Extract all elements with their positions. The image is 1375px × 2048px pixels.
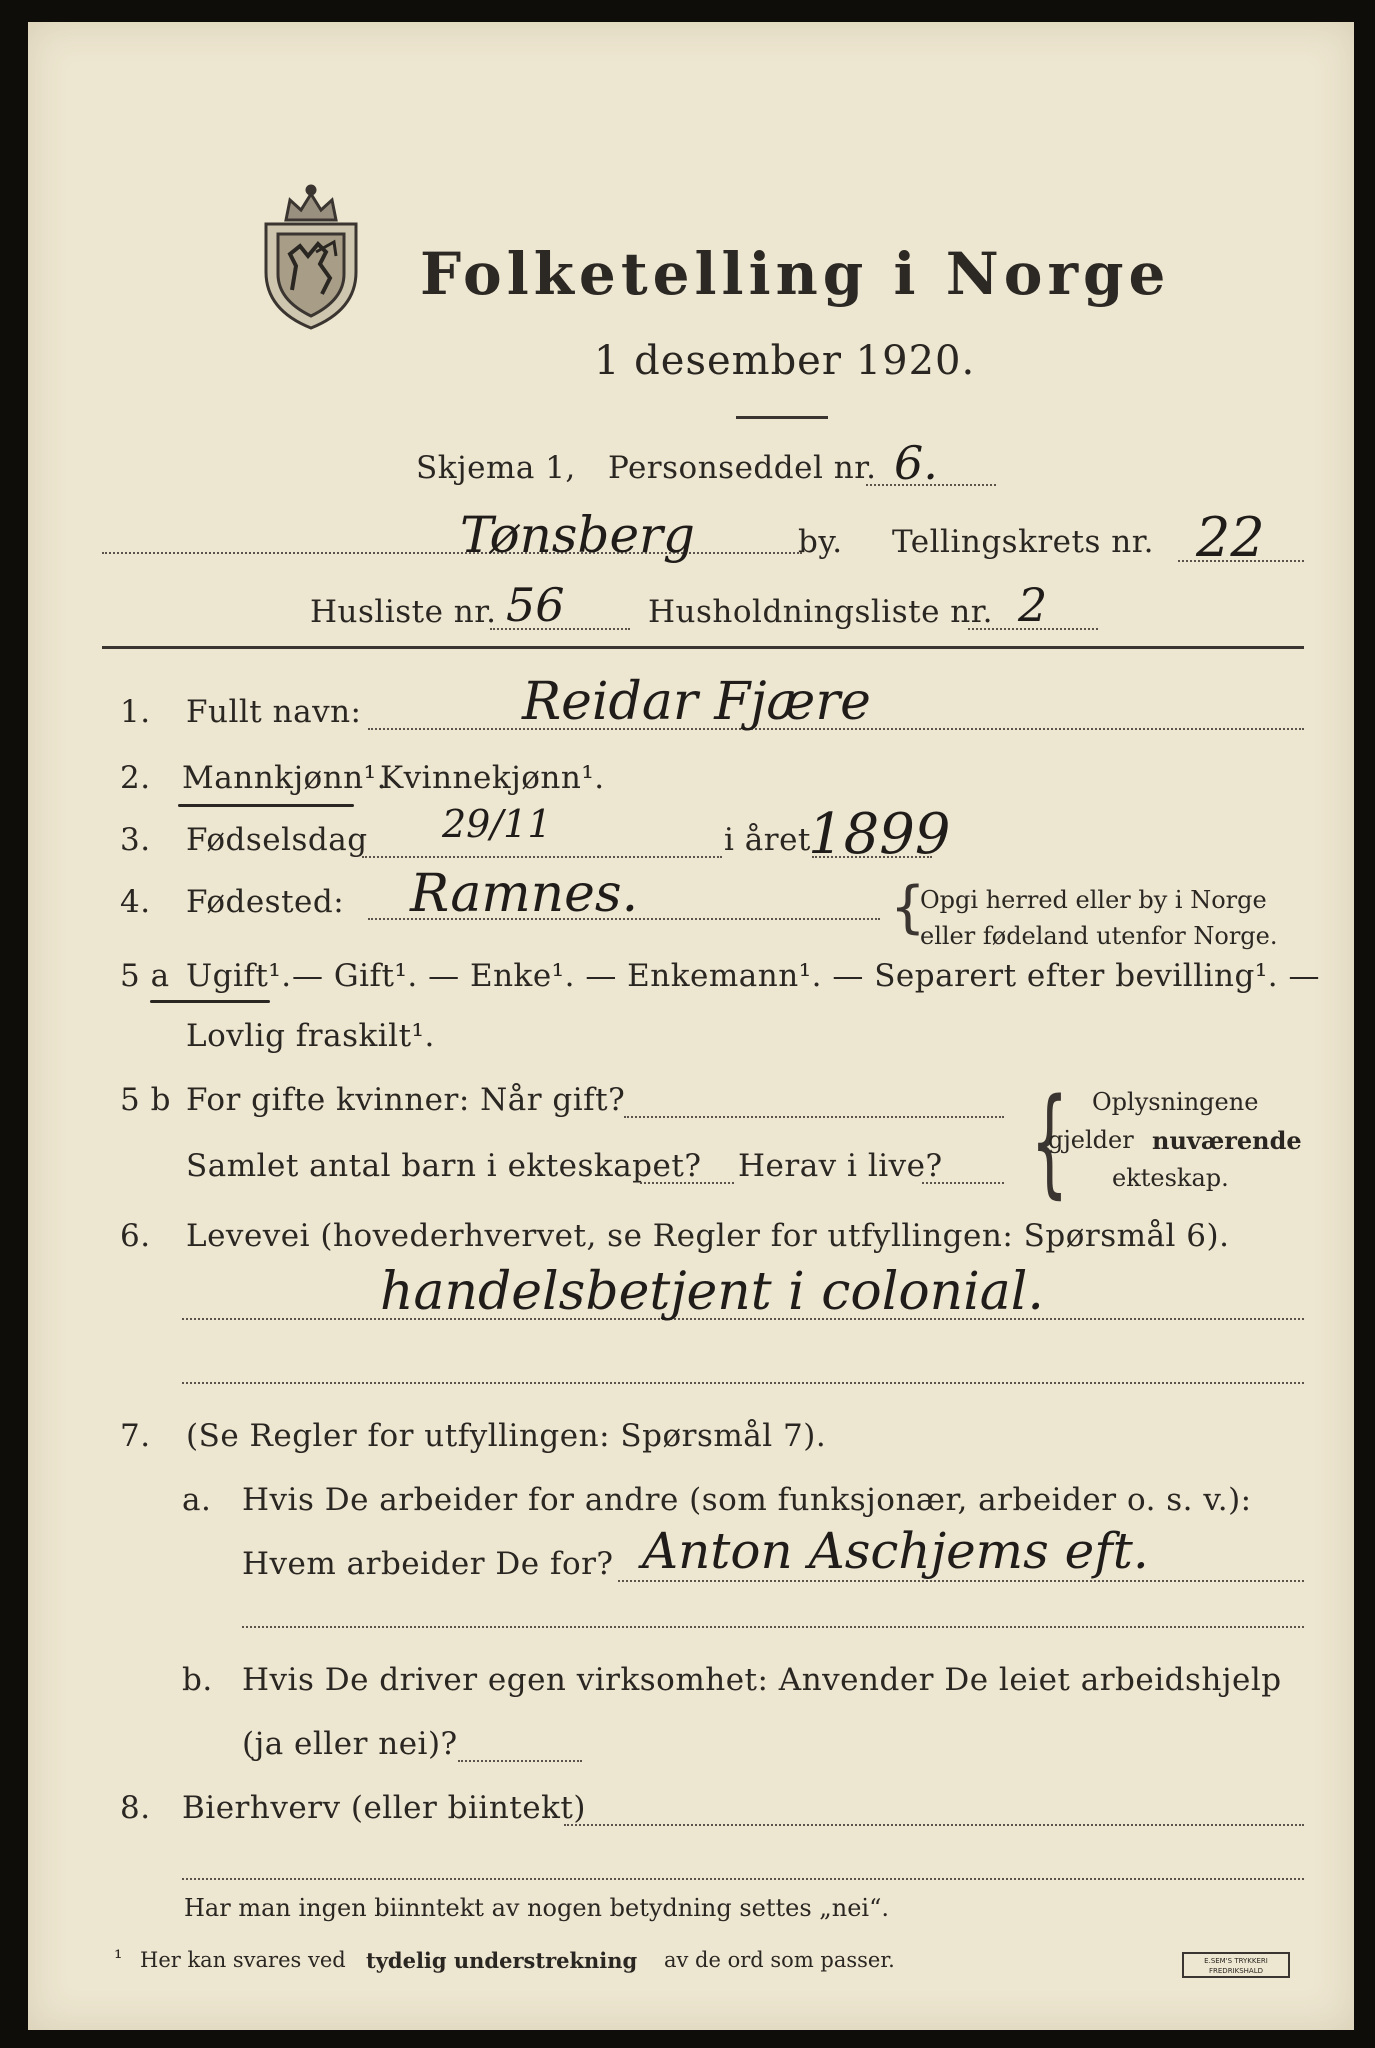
q5b-note-brace: {	[1030, 1072, 1069, 1210]
tellingskrets-value: 22	[1196, 506, 1265, 569]
q4-number: 4.	[120, 884, 151, 920]
q5b-note-line1: Oplysningene	[1092, 1088, 1259, 1116]
q5a-number: 5 a	[120, 958, 170, 994]
coat-of-arms-icon	[256, 182, 366, 332]
q5b-number: 5 b	[120, 1082, 171, 1118]
q6-number: 6.	[120, 1218, 151, 1254]
q1-label: Fullt navn:	[186, 694, 362, 730]
q3-year-label: i året	[724, 822, 811, 858]
q5b-children-line	[640, 1182, 734, 1184]
husholdning-value: 2	[1018, 578, 1048, 632]
footnote-text-a: Her kan svares ved	[140, 1948, 346, 1972]
q3-label: Fødselsdag	[186, 822, 368, 858]
q7a-value: Anton Aschjems eft.	[642, 1522, 1149, 1580]
q7a-line	[618, 1580, 1304, 1582]
by-value: Tønsberg	[460, 506, 695, 564]
q5b-alive-label: Herav i live?	[738, 1148, 943, 1184]
title-divider	[736, 416, 828, 419]
q7b-letter: b.	[182, 1662, 213, 1698]
husliste-label: Husliste nr.	[310, 594, 497, 630]
footnote-text-b: tydelig understrekning	[366, 1948, 638, 1973]
q8-line2	[182, 1878, 1304, 1880]
husliste-value: 56	[506, 578, 565, 632]
q3-number: 3.	[120, 822, 151, 858]
q7b-line2: (ja eller nei)?	[242, 1726, 458, 1762]
schema-label: Skjema 1,	[416, 450, 576, 486]
q5b-alive-line	[922, 1182, 1004, 1184]
q5b-note-line2a: gjelder	[1048, 1126, 1134, 1154]
by-line	[102, 552, 802, 554]
q2-male-option: Mannkjønn¹.	[182, 760, 387, 796]
personseddel-label: Personseddel nr.	[608, 450, 877, 486]
header-rule	[102, 646, 1304, 649]
q2-male-underline	[178, 804, 354, 807]
husholdning-label: Husholdningsliste nr.	[648, 594, 994, 630]
q7a-letter: a.	[182, 1482, 212, 1518]
q1-number: 1.	[120, 694, 151, 730]
q3-day-value: 29/11	[442, 802, 552, 846]
q7a-extra-line	[242, 1626, 1304, 1628]
q4-note-line1: Opgi herred eller by i Norge	[920, 886, 1267, 914]
by-label: by.	[798, 524, 843, 560]
q6-value: handelsbetjent i colonial.	[380, 1262, 1044, 1322]
q5b-gift-line	[624, 1116, 1004, 1118]
q7-label: (Se Regler for utfyllingen: Spørsmål 7).	[186, 1418, 827, 1454]
q7-number: 7.	[120, 1418, 151, 1454]
q6-label: Levevei (hovederhvervet, se Regler for utfyllingen: Spørsmål 6).	[186, 1218, 1230, 1254]
q1-value: Reidar Fjære	[522, 672, 871, 732]
form-title: Folketelling i Norge	[420, 240, 1171, 308]
q5b-children-label: Samlet antal barn i ekteskapet?	[186, 1148, 702, 1184]
q4-note-brace: {	[890, 875, 926, 940]
q4-value: Ramnes.	[410, 864, 639, 924]
q7a-line1: Hvis De arbeider for andre (som funksjonær, arbeider o. s. v.):	[242, 1482, 1252, 1518]
q4-label: Fødested:	[186, 884, 345, 920]
q5b-label: For gifte kvinner: Når gift?	[186, 1082, 626, 1118]
printer-stamp-line2: FREDRIKSHALD	[1208, 1967, 1263, 1975]
q5a-ugift-option: Ugift¹.	[186, 958, 292, 994]
q5a-line2: Lovlig fraskilt¹.	[186, 1018, 435, 1054]
q5a-other-options: — Gift¹. — Enke¹. — Enkemann¹. — Separert efter bevilling¹. —	[292, 958, 1320, 994]
q2-number: 2.	[120, 760, 151, 796]
q8-label: Bierhverv (eller biintekt)	[182, 1790, 586, 1826]
q7b-line	[458, 1760, 582, 1762]
footnote-mark: ¹	[114, 1946, 123, 1970]
q3-day-line	[362, 856, 722, 858]
tellingskrets-label: Tellingskrets nr.	[892, 524, 1154, 560]
q2-female-option: Kvinnekjønn¹.	[380, 760, 605, 796]
census-date: 1 desember 1920.	[594, 338, 976, 384]
footnote-text-c: av de ord som passer.	[664, 1948, 895, 1972]
q8-line1	[564, 1824, 1304, 1826]
q3-year-value: 1899	[808, 802, 951, 867]
q8-note: Har man ingen biinntekt av nogen betydning settes „nei“.	[184, 1894, 889, 1922]
printer-stamp-line1: E.SEM'S TRYKKERI	[1204, 1957, 1268, 1965]
q5a-ugift-underline	[150, 1000, 270, 1003]
q8-number: 8.	[120, 1790, 151, 1826]
q7b-line1: Hvis De driver egen virksomhet: Anvender De leiet arbeidshjelp	[242, 1662, 1282, 1698]
q7a-line2: Hvem arbeider De for?	[242, 1546, 614, 1582]
personseddel-value: 6.	[894, 436, 938, 490]
printer-stamp	[1182, 1952, 1290, 1978]
q6-line2	[182, 1382, 1304, 1384]
q5b-note-line3: ekteskap.	[1112, 1164, 1229, 1192]
q4-note-line2: eller fødeland utenfor Norge.	[920, 922, 1278, 950]
census-form	[28, 22, 1354, 2030]
q5b-note-line2b: nuværende	[1152, 1126, 1302, 1155]
